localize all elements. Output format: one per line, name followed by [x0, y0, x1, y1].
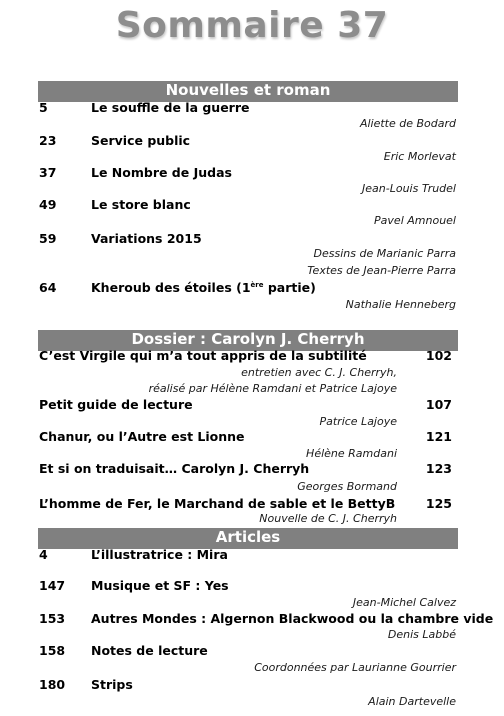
entry-title: Petit guide de lecture — [39, 397, 193, 412]
entry-author-2: Textes de Jean-Pierre Parra — [307, 264, 456, 277]
page-number: 5 — [39, 100, 48, 115]
entry-author: Denis Labbé — [387, 628, 456, 641]
page-number: 4 — [39, 547, 48, 562]
page-number: 23 — [39, 133, 57, 148]
entry-title: Autres Mondes : Algernon Blackwood ou la chambre vide — [91, 611, 494, 626]
entry-title: Strips — [91, 677, 133, 692]
entry-title: Musique et SF : Yes — [91, 578, 229, 593]
entry-author: Eric Morlevat — [383, 150, 456, 163]
entry-title: Chanur, ou l’Autre est Lionne — [39, 429, 245, 444]
entry-author: Dessins de Marianic Parra — [313, 247, 456, 260]
page-number: 153 — [39, 611, 66, 626]
entry-title: L’homme de Fer, le Marchand de sable et le BettyB — [39, 496, 396, 511]
page-number: 147 — [39, 578, 66, 593]
section-header-nouvelles: Nouvelles et roman — [38, 81, 458, 100]
entry-author: Alain Dartevelle — [368, 695, 456, 708]
entry-author: Nouvelle de C. J. Cherryh — [259, 512, 397, 525]
entry-author-2: réalisé par Hélène Ramdani et Patrice Lajoye — [148, 382, 397, 395]
entry-title: Service public — [91, 133, 191, 148]
entry-title: Variations 2015 — [91, 231, 202, 246]
entry-title: Le Nombre de Judas — [91, 165, 232, 180]
page-number: 180 — [39, 677, 66, 692]
page-number: 123 — [425, 461, 452, 476]
entry-title: C’est Virgile qui m’a tout appris de la subtilité — [39, 348, 367, 363]
entry-author: entretien avec C. J. Cherryh, — [241, 366, 397, 379]
page-title: Sommaire 37 — [115, 5, 389, 46]
entry-title: Et si on traduisait… Carolyn J. Cherryh — [39, 461, 310, 476]
page-number: 37 — [39, 165, 57, 180]
entry-title: Notes de lecture — [91, 643, 208, 658]
page-number: 102 — [425, 348, 452, 363]
section-header-dossier: Dossier : Carolyn J. Cherryh — [38, 330, 458, 349]
entry-author: Pavel Amnouel — [374, 214, 456, 227]
page-number: 64 — [39, 280, 57, 295]
page-number: 121 — [425, 429, 452, 444]
page-number: 125 — [425, 496, 452, 511]
entry-author: Hélène Ramdani — [306, 447, 397, 460]
entry-title: L’illustratrice : Mira — [91, 547, 228, 562]
entry-author: Aliette de Bodard — [359, 117, 456, 130]
entry-author: Georges Bormand — [297, 480, 397, 493]
entry-title: Le store blanc — [91, 197, 191, 212]
entry-author: Patrice Lajoye — [319, 415, 397, 428]
page-number: 107 — [425, 397, 452, 412]
entry-author: Jean-Michel Calvez — [352, 596, 456, 609]
entry-author: Jean-Louis Trudel — [362, 182, 456, 195]
entry-title: Kheroub des étoiles (1ère partie) — [91, 280, 316, 295]
page-number: 49 — [39, 197, 57, 212]
entry-title: Le souffle de la guerre — [91, 100, 250, 115]
section-header-articles: Articles — [38, 528, 458, 547]
entry-author: Coordonnées par Laurianne Gourrier — [254, 661, 456, 674]
entry-author: Nathalie Henneberg — [345, 298, 456, 311]
page-number: 158 — [39, 643, 66, 658]
page-number: 59 — [39, 231, 57, 246]
